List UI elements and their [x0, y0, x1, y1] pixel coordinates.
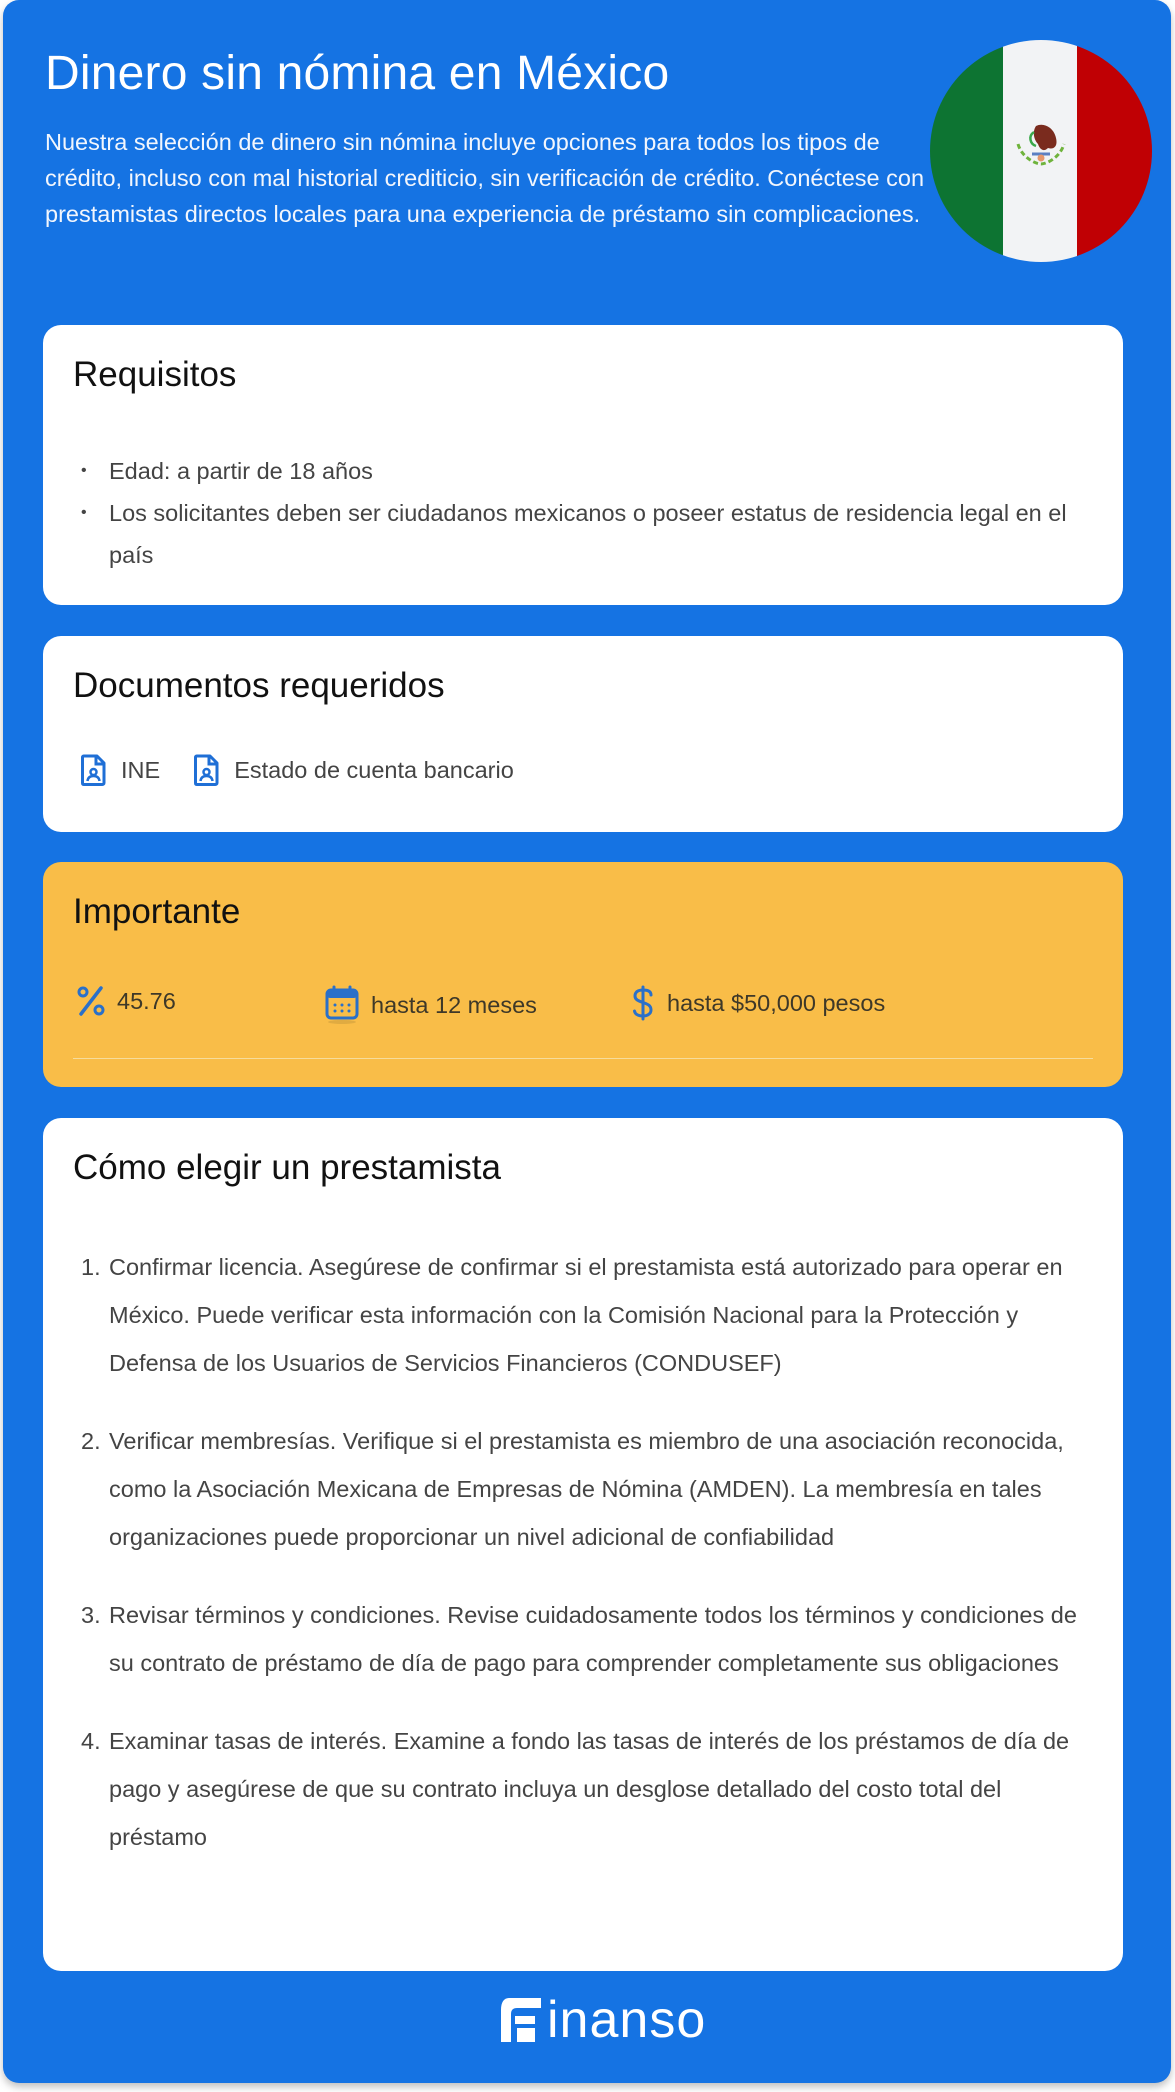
- flag-green-stripe: [930, 40, 1003, 262]
- list-number: 4.: [81, 1728, 101, 1754]
- requirements-list: [73, 450, 1093, 576]
- requirements-heading: Requisitos: [73, 355, 237, 394]
- term-value: hasta 12 meses: [371, 991, 537, 1018]
- amount-item: [631, 985, 885, 1021]
- list-item: [73, 1243, 1098, 1387]
- important-heading: Importante: [73, 892, 241, 931]
- flag-red-stripe: [1077, 40, 1152, 262]
- page-title: Dinero sin nómina en México: [45, 47, 670, 100]
- interest-rate-value: 45.76: [117, 987, 176, 1014]
- list-number: 1.: [81, 1254, 101, 1280]
- requirements-card: [43, 325, 1123, 605]
- flag-white-stripe: [1003, 40, 1077, 262]
- how-to-choose-list: [73, 1243, 1098, 1891]
- finanso-logo: [499, 1991, 707, 2049]
- documents-card: [43, 636, 1123, 832]
- divider: [73, 1058, 1093, 1059]
- how-to-choose-heading: Cómo elegir un prestamista: [73, 1148, 501, 1187]
- document-item: [81, 754, 160, 786]
- dollar-icon: [631, 985, 655, 1021]
- coat-of-arms-icon: [1014, 118, 1068, 172]
- document-label: INE: [121, 756, 161, 783]
- mexico-flag-icon: [930, 40, 1152, 262]
- list-text: Confirmar licencia. Asegúrese de confirmar si el prestamista está autorizado para operar en México. Puede verificar esta información con la Comisión Nacional para la Protección y Defensa de los Usuarios de Servicios Financieros (CONDUSEF): [109, 1254, 1063, 1376]
- infographic-frame: [3, 0, 1171, 2083]
- list-item: [73, 1591, 1098, 1687]
- document-label: Estado de cuenta bancario: [234, 756, 514, 783]
- document-id-icon: [194, 754, 220, 786]
- list-number: 3.: [81, 1602, 101, 1628]
- list-item: [73, 1717, 1098, 1861]
- list-item: • Los solicitantes deben ser ciudadanos mexicanos o poseer estatus de residencia legal en el país: [73, 492, 1093, 576]
- amount-value: hasta $50,000 pesos: [667, 989, 886, 1016]
- documents-list: [81, 754, 548, 786]
- term-item: [325, 985, 537, 1025]
- finanso-f-icon: [499, 1996, 543, 2044]
- percent-icon: [77, 985, 105, 1017]
- important-card: [43, 862, 1123, 1087]
- document-item: [194, 754, 514, 786]
- list-text: Examinar tasas de interés. Examine a fondo las tasas de interés de los préstamos de día de pago y asegúrese de que su contrato incluya un desglose detallado del costo total del préstamo: [109, 1728, 1070, 1850]
- list-item: [73, 1417, 1098, 1561]
- how-to-choose-card: [43, 1118, 1123, 1971]
- list-text: Verificar membresías. Verifique si el prestamista es miembro de una asociación reconocida, como la Asociación Mexicana de Empresas de Nómina (AMDEN). La membresía en tales organizaciones puede proporcionar un nivel adicional de confiabilidad: [109, 1428, 1064, 1550]
- page-description: Nuestra selección de dinero sin nómina incluye opciones para todos los tipos de crédito, incluso con mal historial crediticio, sin verificación de crédito. Conéctese con prestamistas directos locales para una experiencia de préstamo sin complicaciones.: [45, 129, 925, 227]
- list-number: 2.: [81, 1428, 101, 1454]
- list-item: • Edad: a partir de 18 años: [73, 450, 1093, 492]
- list-text: Revisar términos y condiciones. Revise cuidadosamente todos los términos y condiciones de su contrato de préstamo de día de pago para comprender completamente sus obligaciones: [109, 1602, 1077, 1676]
- document-id-icon: [81, 754, 107, 786]
- interest-rate-item: [77, 985, 176, 1017]
- brand-name: inanso: [547, 1991, 707, 2049]
- calendar-icon: [325, 985, 359, 1025]
- documents-heading: Documentos requeridos: [73, 666, 445, 705]
